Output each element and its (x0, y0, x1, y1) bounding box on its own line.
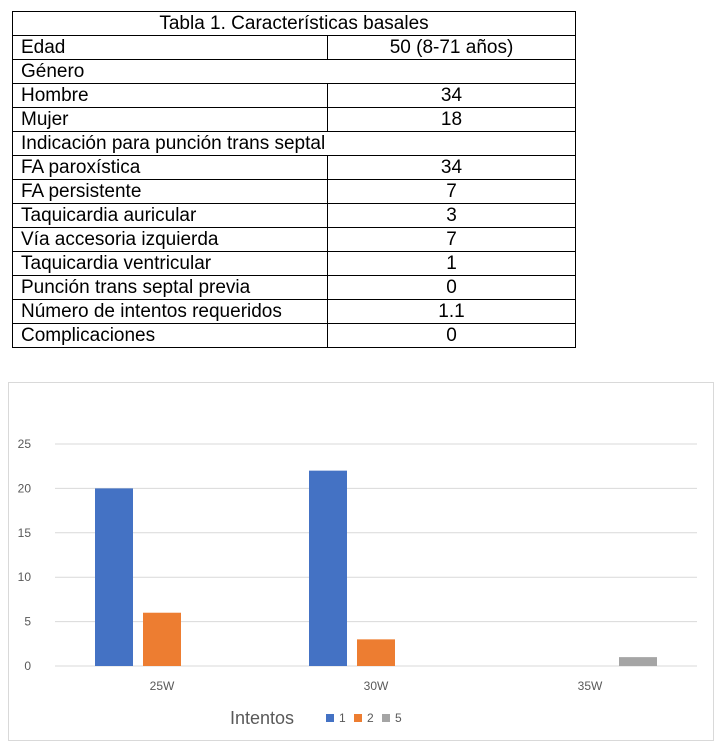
bar-35W-series-5 (619, 657, 657, 666)
row-value: 7 (328, 180, 576, 204)
characteristics-table (12, 11, 576, 348)
row-value: 1.1 (328, 300, 576, 324)
table-title-row (13, 12, 576, 36)
row-value: 34 (328, 156, 576, 180)
row-value: 1 (328, 252, 576, 276)
table-row (13, 84, 576, 108)
row-label: Mujer (13, 108, 328, 132)
legend-label: 5 (395, 711, 402, 725)
row-label: Punción trans septal previa (13, 276, 328, 300)
table-row (13, 180, 576, 204)
bar-chart (9, 383, 713, 740)
bar-30W-series-1 (309, 471, 347, 666)
row-value: 34 (328, 84, 576, 108)
legend-title: Intentos (230, 708, 295, 728)
row-label: Número de intentos requeridos (13, 300, 328, 324)
row-value: 7 (328, 228, 576, 252)
legend-swatch-1 (326, 714, 334, 722)
x-tick-label: 25W (149, 679, 175, 693)
y-tick-label: 10 (17, 570, 31, 585)
table-row (13, 276, 576, 300)
table-row (13, 204, 576, 228)
table-row (13, 108, 576, 132)
row-label: FA persistente (13, 180, 328, 204)
x-tick-label: 30W (363, 679, 389, 693)
legend-label: 1 (339, 711, 346, 725)
legend-swatch-5 (382, 714, 390, 722)
legend-swatch-2 (354, 714, 362, 722)
bar-30W-series-2 (357, 639, 395, 666)
row-label: Taquicardia ventricular (13, 252, 328, 276)
bar-25W-series-2 (143, 613, 181, 666)
row-label: Vía accesoria izquierda (13, 228, 328, 252)
y-tick-label: 15 (17, 525, 31, 540)
row-label: Hombre (13, 84, 328, 108)
section-header-cell: Género (13, 60, 576, 84)
y-tick-label: 5 (24, 614, 31, 629)
x-tick-label: 35W (577, 679, 603, 693)
y-tick-label: 0 (24, 659, 31, 673)
row-value: 18 (328, 108, 576, 132)
table-row (13, 156, 576, 180)
row-value: 0 (328, 276, 576, 300)
table-row (13, 36, 576, 60)
row-label: Taquicardia auricular (13, 204, 328, 228)
table-row (13, 324, 576, 348)
y-tick-label: 25 (17, 437, 31, 451)
y-tick-label: 20 (17, 481, 31, 496)
characteristics-table-container (12, 11, 576, 348)
legend-label: 2 (367, 711, 374, 725)
row-value: 3 (328, 204, 576, 228)
row-value: 0 (328, 324, 576, 348)
table-row (13, 252, 576, 276)
table-row (13, 132, 576, 156)
table-row (13, 60, 576, 84)
row-label: Edad (13, 36, 328, 60)
bar-25W-series-1 (95, 488, 133, 666)
row-label: FA paroxística (13, 156, 328, 180)
table-row (13, 228, 576, 252)
row-label: Complicaciones (13, 324, 328, 348)
table-row (13, 300, 576, 324)
row-value: 50 (8-71 años) (328, 36, 576, 60)
chart-frame (8, 382, 714, 741)
section-header-cell: Indicación para punción trans septal (13, 132, 576, 156)
table-title: Tabla 1. Características basales (13, 12, 576, 36)
